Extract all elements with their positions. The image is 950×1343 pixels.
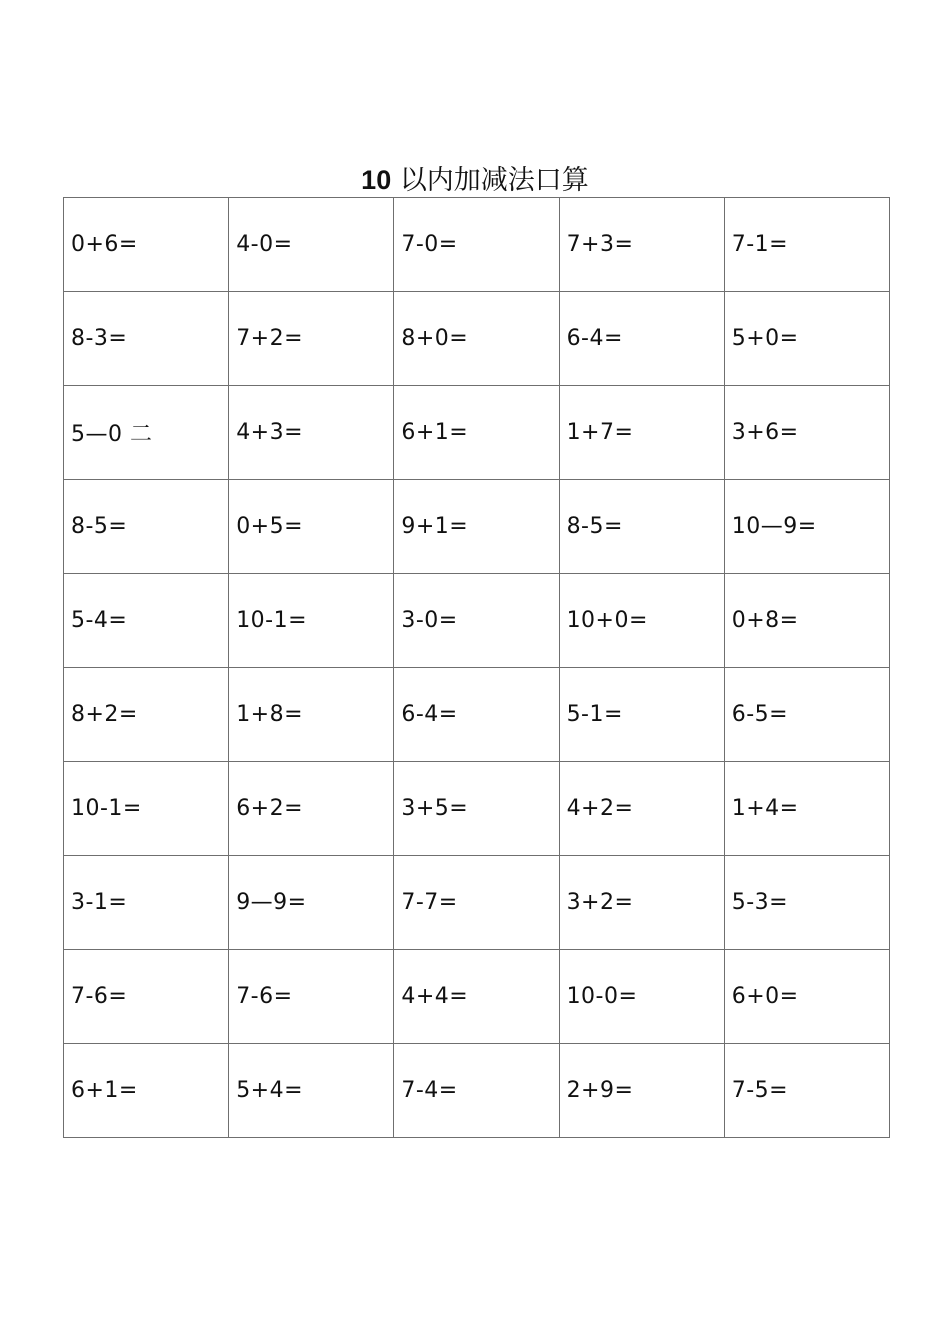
problem-cell: 5+4= — [229, 1044, 394, 1138]
problem-cell: 6+1= — [394, 386, 559, 480]
problem-cell: 3-0= — [394, 574, 559, 668]
table-row — [64, 856, 890, 950]
problem-cell: 7+3= — [559, 198, 724, 292]
table-row — [64, 574, 890, 668]
table-row — [64, 198, 890, 292]
title-text: 以内加减法口算 — [399, 165, 589, 196]
table-row — [64, 1044, 890, 1138]
problem-cell: 10—9= — [724, 480, 889, 574]
problem-cell: 8+0= — [394, 292, 559, 386]
problem-cell: 6+1= — [64, 1044, 229, 1138]
problem-cell: 7+2= — [229, 292, 394, 386]
problem-cell: 7-5= — [724, 1044, 889, 1138]
problem-cell: 1+4= — [724, 762, 889, 856]
problem-cell: 8-5= — [559, 480, 724, 574]
problem-cell: 4-0= — [229, 198, 394, 292]
problem-cell: 4+3= — [229, 386, 394, 480]
problem-cell: 0+8= — [724, 574, 889, 668]
problem-cell: 6-4= — [394, 668, 559, 762]
problem-cell: 5—0 二 — [64, 386, 229, 480]
problem-cell: 7-6= — [229, 950, 394, 1044]
problem-cell: 6-5= — [724, 668, 889, 762]
problem-cell: 4+4= — [394, 950, 559, 1044]
arithmetic-table — [63, 197, 890, 1138]
problem-cell: 7-0= — [394, 198, 559, 292]
problem-cell: 3+2= — [559, 856, 724, 950]
problem-cell: 7-6= — [64, 950, 229, 1044]
problem-cell: 10-1= — [64, 762, 229, 856]
problem-cell: 4+2= — [559, 762, 724, 856]
problem-cell: 3+6= — [724, 386, 889, 480]
problem-cell: 5-4= — [64, 574, 229, 668]
problem-cell: 9—9= — [229, 856, 394, 950]
problem-cell: 10-0= — [559, 950, 724, 1044]
problem-cell: 10-1= — [229, 574, 394, 668]
table-row — [64, 762, 890, 856]
problem-cell: 9+1= — [394, 480, 559, 574]
page-title — [0, 163, 950, 198]
problem-cell: 7-1= — [724, 198, 889, 292]
problem-cell: 6+2= — [229, 762, 394, 856]
problem-cell: 2+9= — [559, 1044, 724, 1138]
problem-cell: 6+0= — [724, 950, 889, 1044]
problem-cell: 8-5= — [64, 480, 229, 574]
problem-cell: 5-3= — [724, 856, 889, 950]
problem-cell: 0+6= — [64, 198, 229, 292]
table-row — [64, 292, 890, 386]
problem-cell: 8+2= — [64, 668, 229, 762]
table-row — [64, 480, 890, 574]
problem-cell: 3+5= — [394, 762, 559, 856]
problem-cell: 7-4= — [394, 1044, 559, 1138]
problem-cell: 5+0= — [724, 292, 889, 386]
problem-cell: 6-4= — [559, 292, 724, 386]
problem-cell: 10+0= — [559, 574, 724, 668]
table-row — [64, 386, 890, 480]
title-number: 10 — [361, 165, 392, 195]
table-row — [64, 668, 890, 762]
problem-cell: 7-7= — [394, 856, 559, 950]
table-row — [64, 950, 890, 1044]
problem-cell: 5-1= — [559, 668, 724, 762]
problem-cell: 3-1= — [64, 856, 229, 950]
problem-cell: 1+7= — [559, 386, 724, 480]
problem-cell: 1+8= — [229, 668, 394, 762]
arithmetic-table-body — [64, 198, 890, 1138]
problem-cell: 8-3= — [64, 292, 229, 386]
problem-cell: 0+5= — [229, 480, 394, 574]
